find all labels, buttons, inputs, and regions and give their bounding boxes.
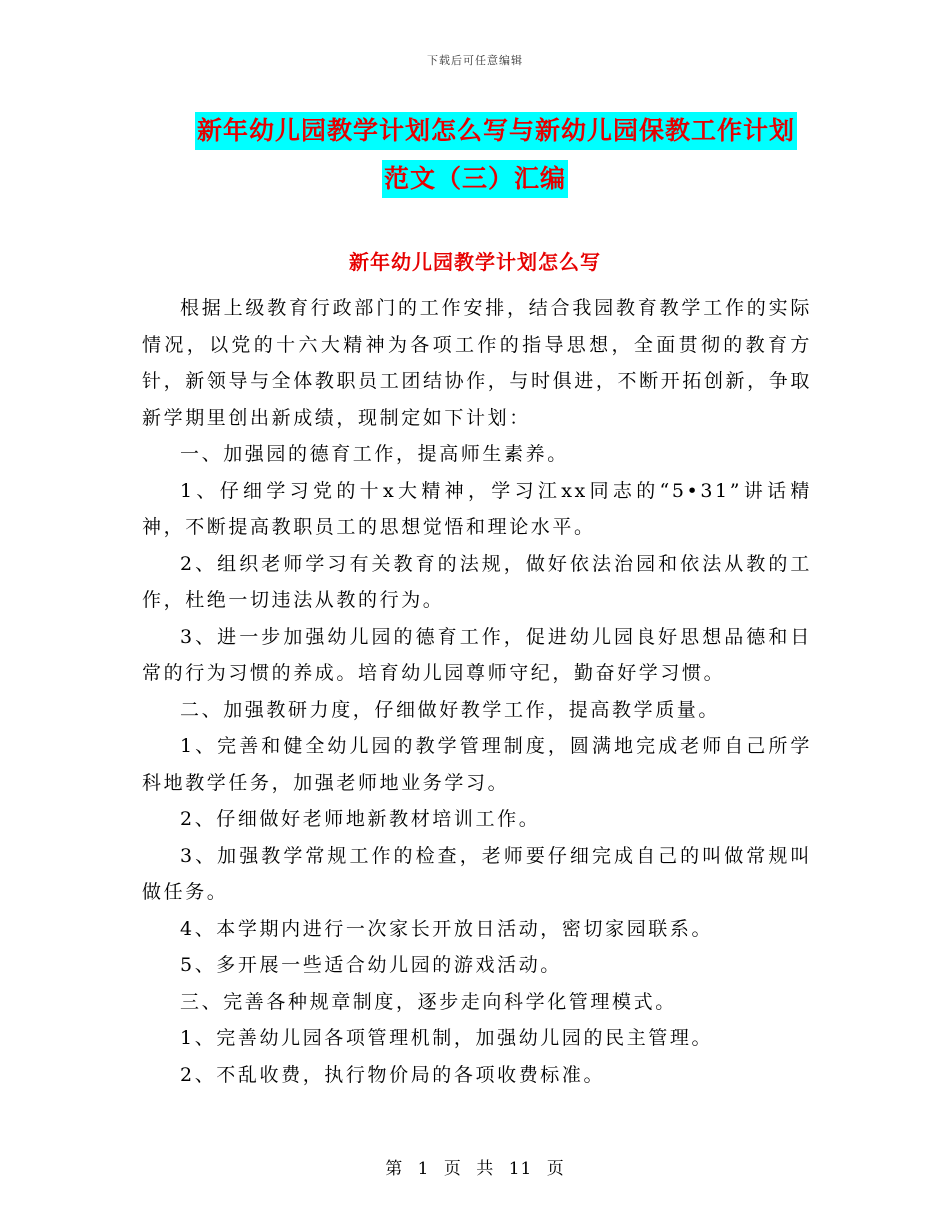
paragraph: 5、多开展一些适合幼儿园的游戏活动。 xyxy=(180,954,562,976)
paragraph: 三、完善各种规章制度，逐步走向科学化管理模式。 xyxy=(180,990,677,1013)
paragraph: 2、不乱收费，执行物价局的各项收费标准。 xyxy=(180,1063,606,1086)
paragraph: 3、加强教学常规工作的检查，老师要仔细完成自己的叫做常规叫做任务。 xyxy=(142,844,812,903)
paragraph: 2、组织老师学习有关教育的法规，做好依法治园和依法从教的工作，杜绝一切违法从教的行为。 xyxy=(142,552,812,611)
body-text xyxy=(142,290,812,1093)
footer-page-number: 1 xyxy=(417,1159,430,1179)
title-line-1: 新年幼儿园教学计划怎么写与新幼儿园保教工作计划 xyxy=(195,112,797,150)
paragraph: 2、仔细做好老师地新教材培训工作。 xyxy=(180,808,541,830)
footer-total-unit: 页 xyxy=(546,1159,565,1179)
paragraph: 一、加强园的德育工作，提高师生素养。 xyxy=(180,443,569,465)
section-title: 新年幼儿园教学计划怎么写 xyxy=(349,250,601,274)
paragraph: 1、完善和健全幼儿园的教学管理制度，圆满地完成老师自己所学科地教学任务，加强老师地业务学习。 xyxy=(142,735,812,794)
title-line-2: 范文（三）汇编 xyxy=(382,160,568,198)
paragraph: 4、本学期内进行一次家长开放日活动，密切家园联系。 xyxy=(180,917,714,940)
paragraph: 3、进一步加强幼儿园的德育工作，促进幼儿园良好思想品德和日常的行为习惯的养成。培育幼儿园尊师守纪，勤奋好学习惯。 xyxy=(142,625,812,684)
page-footer xyxy=(0,1154,950,1179)
paragraph: 根据上级教育行政部门的工作安排，结合我园教育教学工作的实际情况，以党的十六大精神为各项工作的指导思想，全面贯彻的教育方针，新领导与全体教职员工团结协作，与时俱进，不断开拓创新，争取新学期里创出新成绩，现制定如下计划： xyxy=(142,297,812,429)
paragraph: 1、仔细学习党的十x大精神，学习江xx同志的“5•31”讲话精神，不断提高教职员工的思想觉悟和理论水平。 xyxy=(142,479,812,538)
footer-total-prefix: 共 xyxy=(476,1159,495,1179)
footer-total-pages: 11 xyxy=(508,1159,533,1179)
footer-prefix: 第 xyxy=(385,1159,404,1179)
footer-page-unit: 页 xyxy=(443,1159,462,1179)
header-note: 下载后可任意编辑 xyxy=(427,54,523,67)
paragraph: 二、加强教研力度，仔细做好教学工作，提高教学质量。 xyxy=(180,698,721,721)
paragraph: 1、完善幼儿园各项管理机制，加强幼儿园的民主管理。 xyxy=(180,1027,714,1049)
